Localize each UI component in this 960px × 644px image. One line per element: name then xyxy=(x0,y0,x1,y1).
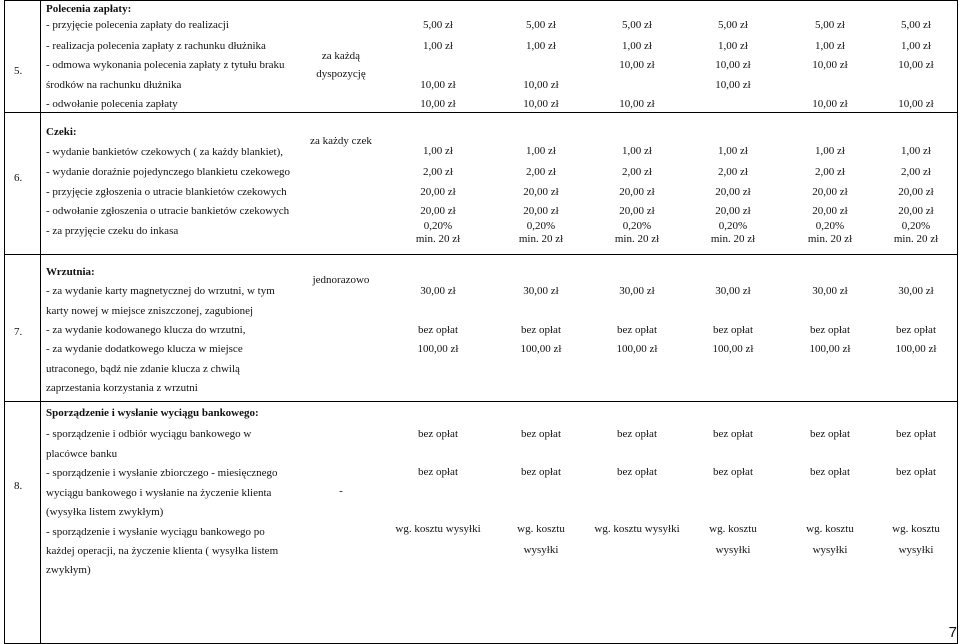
fee-value-cell: 2,00 zł xyxy=(815,166,845,178)
fee-value-cell: 2,00 zł xyxy=(622,166,652,178)
fee-value-cell: min. 20 zł xyxy=(893,233,939,245)
fee-value-cell: 100,00 zł xyxy=(417,343,459,355)
service-description-line: - za przyjęcie czeku do inkasa xyxy=(46,225,179,237)
fee-value-cell: 30,00 zł xyxy=(898,285,934,297)
service-description-line: - odwołanie polecenia zapłaty xyxy=(46,98,178,110)
section-divider xyxy=(4,112,958,113)
fee-value-cell: 20,00 zł xyxy=(420,205,456,217)
service-description-line: (wysyłka listem zwykłym) xyxy=(46,506,164,518)
service-description-line: zwykłym) xyxy=(46,564,91,576)
fee-value-cell: 30,00 zł xyxy=(523,285,559,297)
fee-value-cell: 10,00 zł xyxy=(715,79,751,91)
fee-value-cell: 30,00 zł xyxy=(420,285,456,297)
fee-value-cell: 20,00 zł xyxy=(619,186,655,198)
fee-value-cell: 10,00 zł xyxy=(619,98,655,110)
fee-value-cell: 1,00 zł xyxy=(526,145,556,157)
fee-value-cell: 5,00 zł xyxy=(718,19,748,31)
fee-value-cell: bez opłat xyxy=(712,324,753,336)
section-title: Czeki: xyxy=(46,126,77,138)
fee-value-cell: min. 20 zł xyxy=(415,233,461,245)
fee-value-cell: 0,20% xyxy=(526,220,556,232)
fee-value-cell: min. 20 zł xyxy=(807,233,853,245)
fee-value-cell: bez opłat xyxy=(417,324,458,336)
service-description-line: - sporządzenie i odbiór wyciągu bankowego w xyxy=(46,428,252,440)
fee-value-cell: 20,00 zł xyxy=(898,205,934,217)
fee-value-cell: 10,00 zł xyxy=(812,98,848,110)
fee-unit-label: jednorazowo xyxy=(312,274,370,286)
fee-value-cell: 1,00 zł xyxy=(423,145,453,157)
fee-value-cell: min. 20 zł xyxy=(518,233,564,245)
fee-value-cell: 100,00 zł xyxy=(712,343,754,355)
service-description-line: karty nowej w miejsce zniszczonej, zagubionej xyxy=(46,305,254,317)
fee-value-cell: 0,20% xyxy=(423,220,453,232)
table-border-top xyxy=(4,0,958,1)
fee-value-cell: 10,00 zł xyxy=(523,79,559,91)
fee-value-cell: 10,00 zł xyxy=(420,98,456,110)
fee-value-cell: wysyłki xyxy=(898,544,934,556)
fee-value-cell: wysyłki xyxy=(715,544,751,556)
service-description-line: - przyjęcie polecenia zapłaty do realizacji xyxy=(46,19,229,31)
fee-value-cell: 20,00 zł xyxy=(420,186,456,198)
fee-value-cell: bez opłat xyxy=(809,466,850,478)
section-title: Sporządzenie i wysłanie wyciągu bankowego: xyxy=(46,407,259,419)
fee-value-cell: wg. kosztu wysyłki xyxy=(395,523,481,535)
fee-value-cell: 0,20% xyxy=(901,220,931,232)
service-description-line: - za wydanie karty magnetycznej do wrzutni, w tym xyxy=(46,285,275,297)
fee-value-cell: 30,00 zł xyxy=(715,285,751,297)
service-description-line: - przyjęcie zgłoszenia o utracie blankietów czekowych xyxy=(46,186,287,198)
fee-value-cell: bez opłat xyxy=(895,466,936,478)
section-number: 5. xyxy=(14,65,23,77)
fee-value-cell: 20,00 zł xyxy=(523,205,559,217)
fee-value-cell: 10,00 zł xyxy=(898,59,934,71)
service-description-line: wyciągu bankowego i wysłanie na życzenie klienta xyxy=(46,487,272,499)
fee-value-cell: 5,00 zł xyxy=(622,19,652,31)
fee-value-cell: bez opłat xyxy=(417,428,458,440)
page-number: 7 xyxy=(948,624,957,641)
fee-value-cell: min. 20 zł xyxy=(710,233,756,245)
fee-value-cell: 1,00 zł xyxy=(423,40,453,52)
fee-value-cell: wg. kosztu xyxy=(709,523,757,535)
fee-value-cell: 20,00 zł xyxy=(715,186,751,198)
fee-value-cell: 10,00 zł xyxy=(898,98,934,110)
service-description-line: - wydanie bankietów czekowych ( za każdy blankiet), xyxy=(46,146,284,158)
service-description-line: - odwołanie zgłoszenia o utracie bankietów czekowych xyxy=(46,205,290,217)
service-description-line: - sporządzenie i wysłanie zbiorczego - miesięcznego xyxy=(46,467,278,479)
section-divider xyxy=(4,254,958,255)
fee-unit-label: - xyxy=(339,485,343,497)
fee-value-cell: 1,00 zł xyxy=(718,40,748,52)
fee-value-cell: bez opłat xyxy=(520,466,561,478)
section-title: Polecenia zapłaty: xyxy=(46,3,132,15)
service-description-line: - sporządzenie i wysłanie wyciągu bankowego po xyxy=(46,526,265,538)
fee-value-cell: 1,00 zł xyxy=(718,145,748,157)
section-number: 8. xyxy=(14,480,23,492)
fee-value-cell: bez opłat xyxy=(616,428,657,440)
fee-value-cell: 1,00 zł xyxy=(901,40,931,52)
service-description-line: każdej operacji, na życzenie klienta ( wysyłka listem xyxy=(46,545,279,557)
fee-value-cell: wg. kosztu xyxy=(517,523,565,535)
fee-value-cell: wg. kosztu xyxy=(892,523,940,535)
fee-value-cell: 30,00 zł xyxy=(812,285,848,297)
fee-value-cell: min. 20 zł xyxy=(614,233,660,245)
table-border-vertical xyxy=(4,0,5,643)
fee-value-cell: 100,00 zł xyxy=(895,343,937,355)
fee-unit-label: za każdy czek xyxy=(310,135,372,147)
fee-value-cell: 0,20% xyxy=(622,220,652,232)
fee-value-cell: bez opłat xyxy=(895,324,936,336)
service-description-line: - za wydanie kodowanego klucza do wrzutni, xyxy=(46,324,246,336)
fee-value-cell: bez opłat xyxy=(417,466,458,478)
fee-value-cell: wysyłki xyxy=(812,544,848,556)
fee-value-cell: bez opłat xyxy=(616,324,657,336)
fee-value-cell: 1,00 zł xyxy=(901,145,931,157)
fee-value-cell: 2,00 zł xyxy=(526,166,556,178)
fee-value-cell: 10,00 zł xyxy=(715,59,751,71)
section-number: 6. xyxy=(14,172,23,184)
fee-value-cell: 100,00 zł xyxy=(809,343,851,355)
fee-value-cell: wg. kosztu xyxy=(806,523,854,535)
fee-value-cell: bez opłat xyxy=(520,324,561,336)
fee-value-cell: 10,00 zł xyxy=(523,98,559,110)
fee-value-cell: 5,00 zł xyxy=(901,19,931,31)
fee-value-cell: wysyłki xyxy=(523,544,559,556)
fee-unit-label: za każdą xyxy=(321,50,361,62)
fee-value-cell: bez opłat xyxy=(895,428,936,440)
fee-value-cell: 1,00 zł xyxy=(815,40,845,52)
service-description-line: utraconego, bądź nie zdanie klucza z chwilą xyxy=(46,363,240,375)
fee-value-cell: 1,00 zł xyxy=(815,145,845,157)
table-border-vertical xyxy=(40,0,41,643)
fee-value-cell: 20,00 zł xyxy=(715,205,751,217)
fee-value-cell: wg. kosztu wysyłki xyxy=(594,523,680,535)
fee-value-cell: 100,00 zł xyxy=(520,343,562,355)
service-description-line: placówce banku xyxy=(46,448,118,460)
service-description-line: środków na rachunku dłużnika xyxy=(46,79,182,91)
fee-value-cell: 5,00 zł xyxy=(423,19,453,31)
fee-value-cell: 20,00 zł xyxy=(619,205,655,217)
fee-value-cell: 10,00 zł xyxy=(619,59,655,71)
fee-value-cell: bez opłat xyxy=(712,466,753,478)
fee-unit-label: dyspozycję xyxy=(316,68,366,80)
fee-value-cell: 1,00 zł xyxy=(526,40,556,52)
fee-value-cell: 10,00 zł xyxy=(812,59,848,71)
service-description-line: - za wydanie dodatkowego klucza w miejsce xyxy=(46,343,243,355)
fee-value-cell: bez opłat xyxy=(809,428,850,440)
fee-value-cell: 20,00 zł xyxy=(523,186,559,198)
fee-value-cell: 5,00 zł xyxy=(815,19,845,31)
service-description-line: - odmowa wykonania polecenia zapłaty z tytułu braku xyxy=(46,59,285,71)
fee-value-cell: 1,00 zł xyxy=(622,145,652,157)
fee-value-cell: 2,00 zł xyxy=(423,166,453,178)
fee-value-cell: 100,00 zł xyxy=(616,343,658,355)
fee-value-cell: 0,20% xyxy=(815,220,845,232)
fee-value-cell: 20,00 zł xyxy=(898,186,934,198)
fee-value-cell: bez opłat xyxy=(520,428,561,440)
fee-value-cell: bez opłat xyxy=(809,324,850,336)
section-number: 7. xyxy=(14,326,23,338)
section-title: Wrzutnia: xyxy=(46,266,95,278)
fee-value-cell: bez opłat xyxy=(616,466,657,478)
section-divider xyxy=(4,401,958,402)
service-description-line: - realizacja polecenia zapłaty z rachunku dłużnika xyxy=(46,40,266,52)
fee-value-cell: 20,00 zł xyxy=(812,186,848,198)
fee-value-cell: 5,00 zł xyxy=(526,19,556,31)
fee-value-cell: 1,00 zł xyxy=(622,40,652,52)
fee-value-cell: 2,00 zł xyxy=(718,166,748,178)
fee-value-cell: 2,00 zł xyxy=(901,166,931,178)
fee-value-cell: 10,00 zł xyxy=(420,79,456,91)
fee-value-cell: 0,20% xyxy=(718,220,748,232)
fee-value-cell: 20,00 zł xyxy=(812,205,848,217)
fee-value-cell: 30,00 zł xyxy=(619,285,655,297)
service-description-line: - wydanie doraźnie pojedynczego blankietu czekowego xyxy=(46,166,291,178)
service-description-line: zaprzestania korzystania z wrzutni xyxy=(46,382,198,394)
fee-value-cell: bez opłat xyxy=(712,428,753,440)
